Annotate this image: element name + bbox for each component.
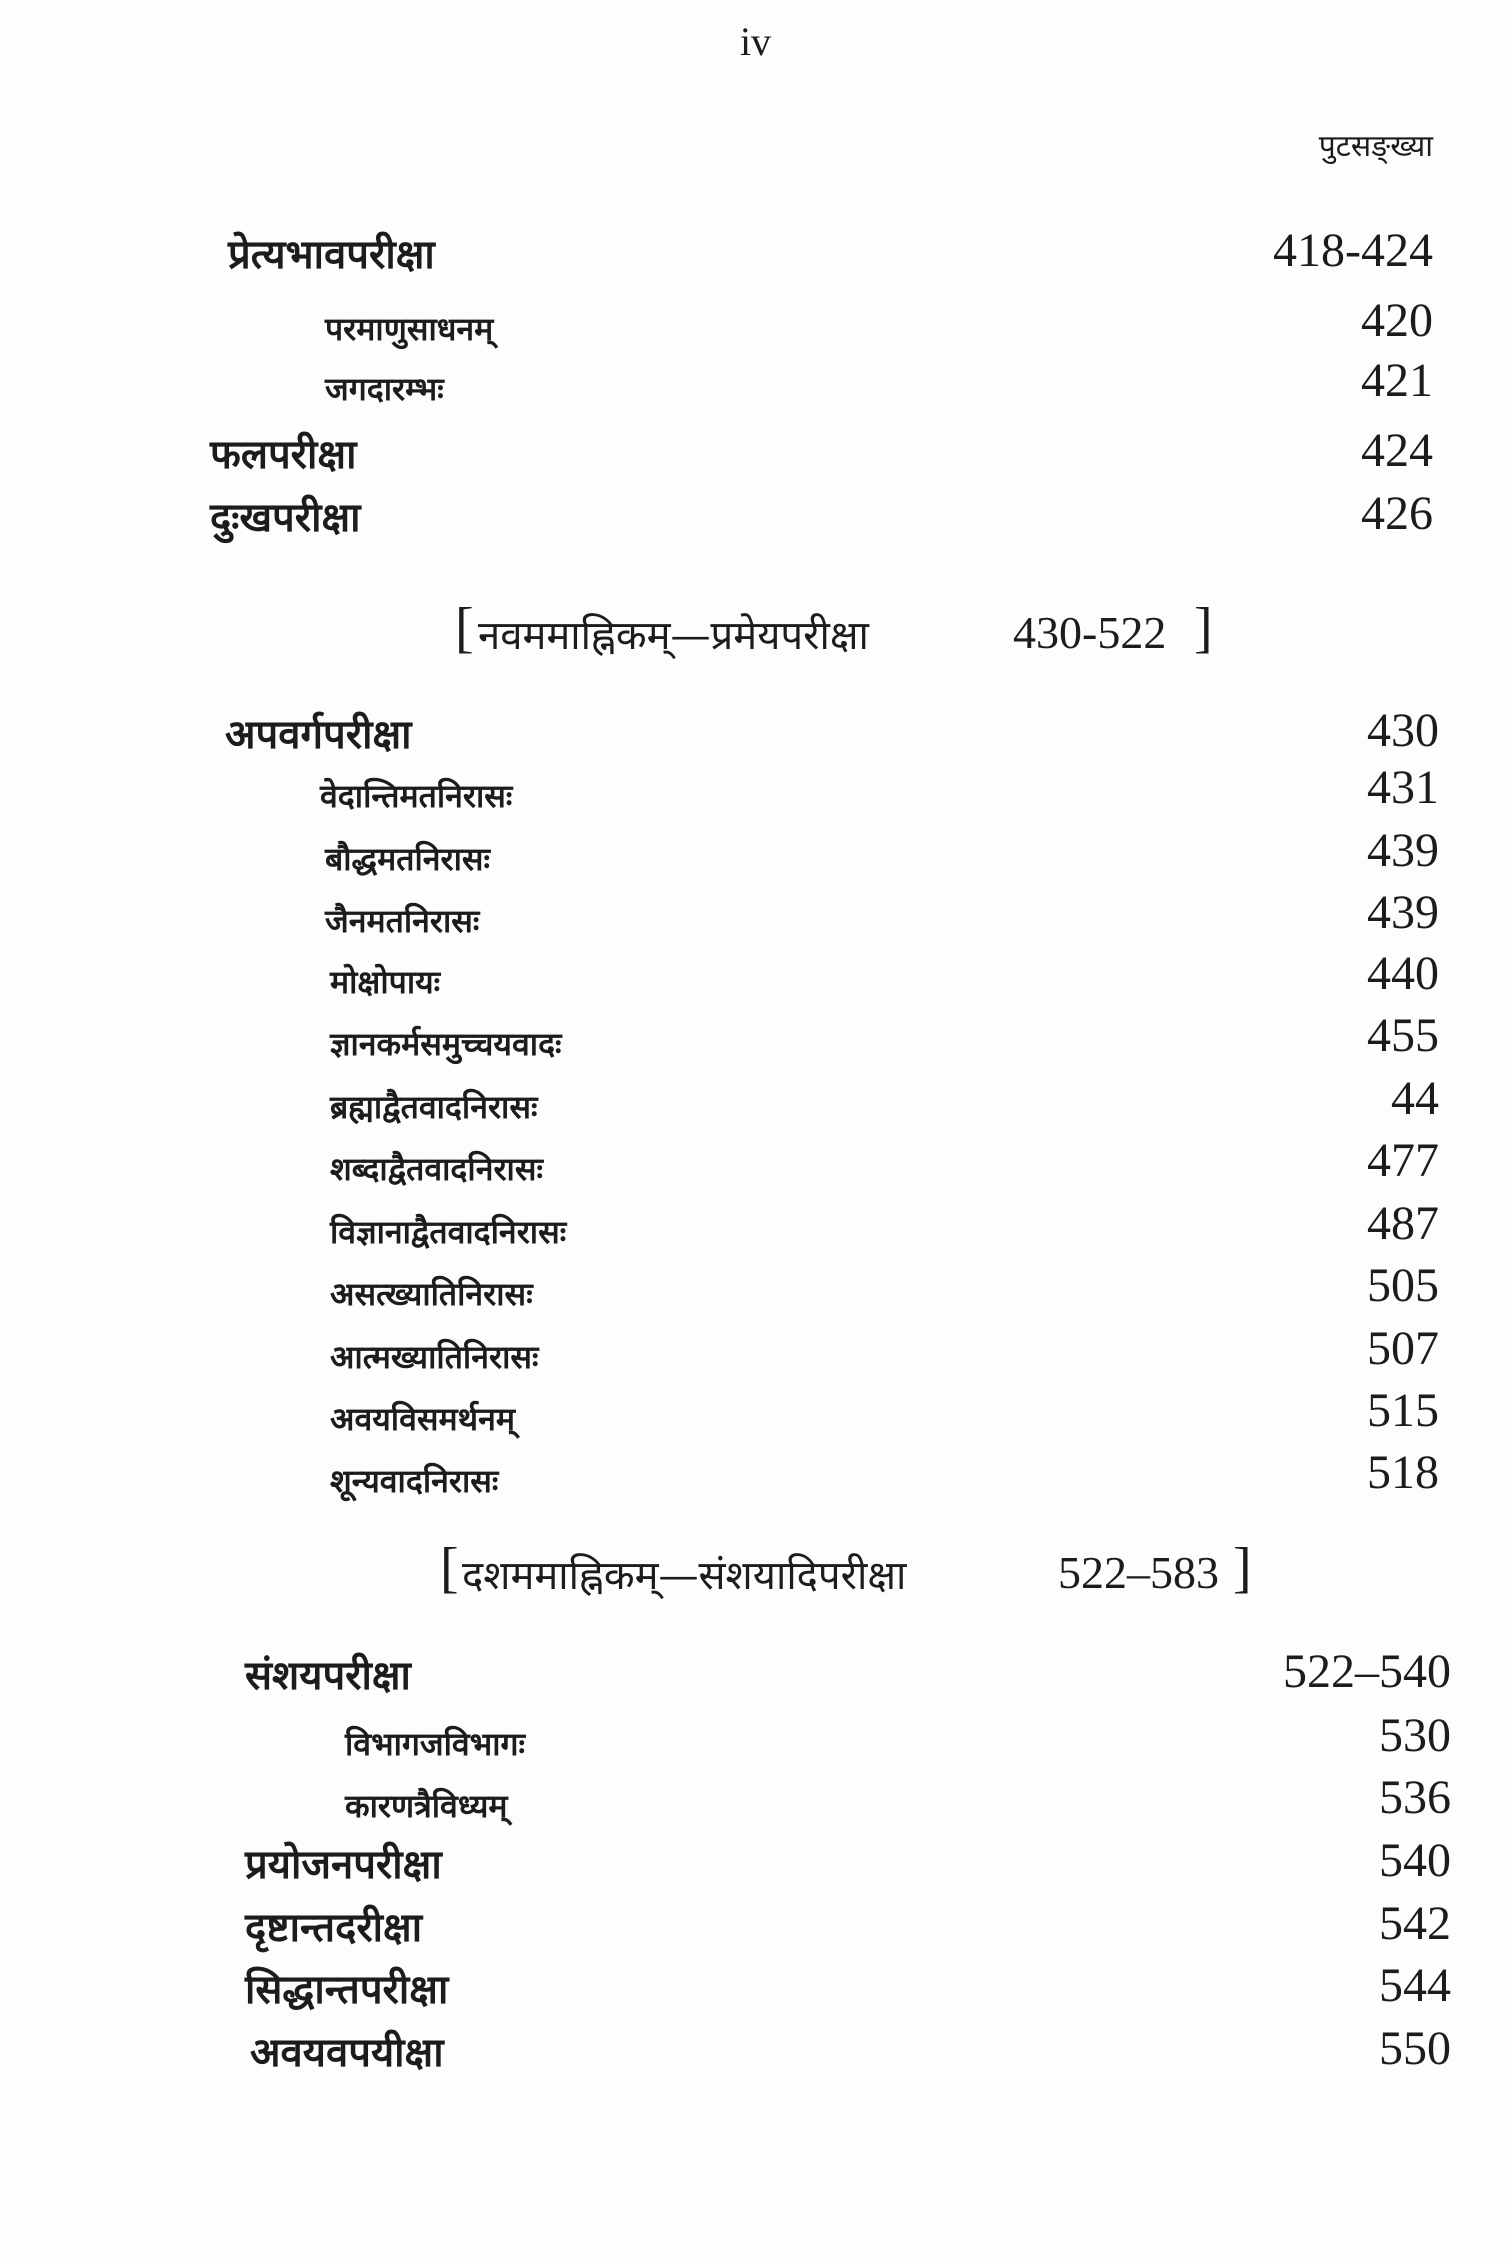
entry-label: आत्मख्यातिनिरासः	[330, 1338, 539, 1376]
entry-page: 542	[1379, 1897, 1451, 1950]
entry-label: ब्रह्माद्वैतवादनिरासः	[330, 1088, 538, 1126]
toc-entry	[0, 215, 1511, 278]
heading-open-bracket: [	[440, 1537, 459, 1599]
toc-subentry	[0, 1063, 1511, 1126]
heading-title: नवममाह्निकम्—प्रमेयपरीक्षा	[478, 613, 869, 659]
toc-entry	[0, 695, 1511, 758]
entry-label: असत्ख्यातिनिरासः	[330, 1275, 533, 1313]
entry-page: 530	[1379, 1709, 1451, 1762]
entry-label: कारणत्रैविध्यम्	[345, 1787, 508, 1825]
toc-entry	[0, 2013, 1511, 2076]
toc-subentry	[0, 815, 1511, 878]
heading-close-bracket: ]	[1233, 1537, 1252, 1599]
heading-open-bracket: [	[455, 597, 474, 659]
entry-label: ज्ञानकर्मसमुच्चयवादः	[330, 1025, 562, 1063]
entry-page: 522–540	[1283, 1645, 1451, 1698]
section-heading	[0, 1532, 1511, 1599]
entry-page: 515	[1367, 1384, 1439, 1437]
entry-label: जगदारम्भः	[325, 370, 444, 408]
entry-page: 439	[1367, 824, 1439, 877]
entry-label: अपवर्गपरीक्षा	[225, 711, 412, 758]
entry-page: 426	[1361, 487, 1433, 540]
toc-subentry	[0, 285, 1511, 348]
toc-subentry	[0, 1313, 1511, 1376]
heading-range: 522–583	[1058, 1547, 1219, 1598]
section-heading	[0, 592, 1511, 659]
entry-page: 430	[1367, 704, 1439, 757]
toc-entry	[0, 1636, 1511, 1699]
column-header: पुटसङ्ख्या	[1318, 129, 1433, 164]
toc-subentry	[0, 1762, 1511, 1825]
entry-label: वेदान्तिमतनिरासः	[320, 777, 513, 815]
entry-label: शून्यवादनिरासः	[330, 1462, 499, 1500]
entry-page: 518	[1367, 1446, 1439, 1499]
entry-page: 421	[1361, 354, 1433, 407]
entry-page: 420	[1361, 294, 1433, 347]
entry-label: जैनमतनिरासः	[325, 902, 480, 940]
entry-page: 540	[1379, 1834, 1451, 1887]
toc-subentry	[0, 345, 1511, 408]
entry-page: 507	[1367, 1322, 1439, 1375]
entry-label: सिद्धान्तपरीक्षा	[245, 1966, 449, 2013]
toc-entry	[0, 1825, 1511, 1888]
toc-entry	[0, 1888, 1511, 1951]
toc-entry	[0, 478, 1511, 541]
entry-label: फलपरीक्षा	[210, 431, 357, 478]
entry-label: विभागजविभागः	[345, 1725, 525, 1763]
entry-page: 455	[1367, 1009, 1439, 1062]
entry-page: 487	[1367, 1197, 1439, 1250]
entry-label: दुःखपरीक्षा	[210, 494, 361, 541]
toc-subentry	[0, 1125, 1511, 1188]
entry-label: परमाणुसाधनम्	[325, 310, 494, 348]
entry-page: 431	[1367, 761, 1439, 814]
entry-label: प्रयोजनपरीक्षा	[245, 1841, 442, 1888]
toc-subentry	[0, 1437, 1511, 1500]
entry-page: 477	[1367, 1134, 1439, 1187]
toc-subentry	[0, 1000, 1511, 1063]
entry-page: 439	[1367, 886, 1439, 939]
entry-page: 505	[1367, 1259, 1439, 1312]
entry-label: विज्ञानाद्वैतवादनिरासः	[330, 1213, 567, 1251]
toc-subentry	[0, 752, 1511, 815]
entry-label: संशयपरीक्षा	[245, 1652, 411, 1699]
toc-subentry	[0, 1700, 1511, 1763]
entry-page: 418-424	[1273, 224, 1433, 277]
entry-label: बौद्धमतनिरासः	[325, 840, 491, 878]
entry-page: 424	[1361, 424, 1433, 477]
entry-label: अवयवपयीक्षा	[250, 2029, 444, 2076]
entry-page: 550	[1379, 2022, 1451, 2075]
entry-page: 544	[1379, 1959, 1451, 2012]
entry-page: 440	[1367, 947, 1439, 1000]
toc-subentry	[0, 1250, 1511, 1313]
toc-subentry	[0, 877, 1511, 940]
heading-range: 430-522	[1013, 607, 1167, 658]
toc-entry	[0, 1950, 1511, 2013]
entry-label: मोक्षोपायः	[330, 963, 441, 1001]
toc-subentry	[0, 1188, 1511, 1251]
toc-subentry	[0, 938, 1511, 1001]
toc-subentry	[0, 1375, 1511, 1438]
heading-close-bracket: ]	[1194, 597, 1213, 659]
entry-label: प्रेत्यभावपरीक्षा	[228, 231, 435, 278]
entry-page: 44	[1391, 1072, 1439, 1125]
page-number: iv	[739, 19, 772, 64]
entry-page: 536	[1379, 1771, 1451, 1824]
entry-label: शब्दाद्वैतवादनिरासः	[330, 1150, 543, 1188]
entry-label: अवयविसमर्थनम्	[330, 1400, 515, 1438]
entry-label: दृष्टान्तदरीक्षा	[245, 1904, 423, 1951]
heading-title: दशममाह्निकम्—संशयादिपरीक्षा	[462, 1553, 907, 1599]
toc-entry	[0, 415, 1511, 478]
